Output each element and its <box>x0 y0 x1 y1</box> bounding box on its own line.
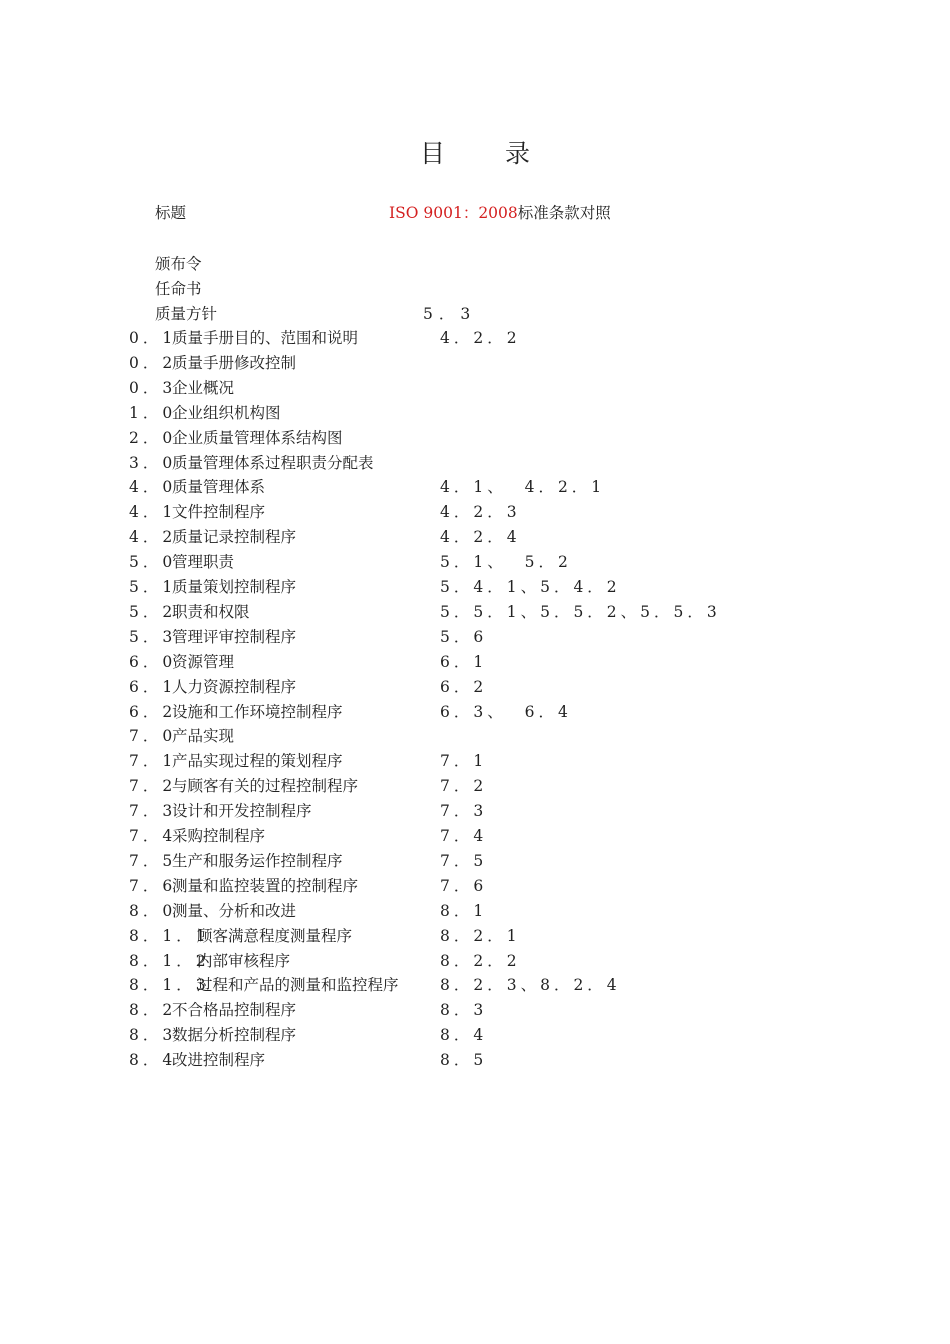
toc-clause-ref: 6．2 <box>440 677 488 696</box>
toc-row <box>0 949 950 974</box>
toc-clause-ref: 7．3 <box>440 802 488 821</box>
toc-row <box>0 998 950 1023</box>
toc-title: 测量和监控装置的控制程序 <box>172 876 359 895</box>
toc-number: 5．0 <box>129 553 177 572</box>
toc-clause-ref: 8．2．3、8．2．4 <box>440 976 621 995</box>
toc-title: 与顾客有关的过程控制程序 <box>172 777 359 796</box>
prelim-item: 颁布令 <box>155 255 202 273</box>
toc-clause-ref: 5．6 <box>440 627 488 646</box>
toc-row <box>0 774 950 799</box>
toc-row <box>0 700 950 725</box>
toc-number: 8．0 <box>129 901 177 920</box>
toc-title: 质量策划控制程序 <box>172 578 297 596</box>
toc-row <box>0 924 950 949</box>
column-header-standard <box>389 201 611 223</box>
toc-clause-ref: 8．2．2 <box>440 951 521 970</box>
toc-row <box>0 525 950 550</box>
toc-number: 0．3 <box>129 378 177 397</box>
toc-number: 7．4 <box>129 827 177 845</box>
toc-number: 7．6 <box>129 876 177 895</box>
standard-caption: 标准条款对照 <box>517 204 611 222</box>
toc-clause-ref: 6．3、 6．4 <box>440 702 572 721</box>
toc-number: 5．2 <box>129 602 177 621</box>
toc-clause-ref: 4．2．4 <box>440 528 521 547</box>
toc-number: 0．2 <box>129 353 177 372</box>
prelim-item: 质量方针 <box>155 305 218 323</box>
toc-number: 7．2 <box>129 777 177 796</box>
toc-number: 5．3 <box>129 627 177 646</box>
toc-number: 6．0 <box>129 652 177 671</box>
toc-title: 不合格品控制程序 <box>172 1001 297 1020</box>
toc-title: 产品实现 <box>172 727 235 746</box>
toc-title: 过程和产品的测量和监控程序 <box>197 976 399 995</box>
toc-number: 6．2 <box>129 702 177 721</box>
toc-title: 测量、分析和改进 <box>172 901 297 920</box>
standard-name: ISO 9001：2008 <box>389 204 518 222</box>
toc-number: 4．2 <box>129 528 177 547</box>
toc-clause-ref: 7．5 <box>440 851 488 870</box>
toc-row <box>0 625 950 650</box>
toc-row <box>0 550 950 575</box>
toc-row <box>0 799 950 824</box>
toc-title: 改进控制程序 <box>172 1051 266 1070</box>
toc-title: 顾客满意程度测量程序 <box>197 926 353 945</box>
toc-row <box>0 600 950 625</box>
toc-title: 质量记录控制程序 <box>172 528 297 547</box>
toc-clause-ref: 5．1、 5．2 <box>440 553 572 572</box>
toc-clause-ref: 7．2 <box>440 777 488 796</box>
toc-number: 8．2 <box>129 1001 177 1020</box>
toc-row <box>0 1048 950 1073</box>
column-header-title: 标题 <box>155 204 187 222</box>
toc-row <box>0 401 950 426</box>
toc-clause-ref: 8．5 <box>440 1051 488 1070</box>
toc-clause-ref: 4．2．2 <box>440 329 521 347</box>
toc-row <box>0 874 950 899</box>
toc-row <box>0 824 950 849</box>
toc-number: 2．0 <box>129 428 177 447</box>
toc-clause-ref: 4．1、 4．2．1 <box>440 478 606 497</box>
toc-row <box>0 475 950 500</box>
toc-number: 8．1．2 <box>129 951 210 970</box>
toc-title: 企业组织机构图 <box>172 403 281 422</box>
prelim-clause-ref: 5．3 <box>423 305 477 323</box>
toc-number: 7．0 <box>129 727 177 746</box>
toc-title: 职责和权限 <box>172 602 250 621</box>
toc-clause-ref: 7．4 <box>440 827 488 845</box>
toc-row <box>0 575 950 600</box>
toc-row <box>0 376 950 401</box>
toc-number: 4．1 <box>129 503 177 522</box>
toc-number: 1．0 <box>129 403 177 422</box>
toc-title: 管理评审控制程序 <box>172 627 297 646</box>
toc-title: 质量手册目的、范围和说明 <box>172 329 359 347</box>
toc-title: 设计和开发控制程序 <box>172 802 312 821</box>
toc-row <box>0 326 950 351</box>
toc-title: 管理职责 <box>172 553 235 572</box>
toc-clause-ref: 4．2．3 <box>440 503 521 522</box>
toc-title: 数据分析控制程序 <box>172 1026 297 1045</box>
toc-title: 生产和服务运作控制程序 <box>172 851 343 870</box>
toc-row <box>0 451 950 476</box>
toc-title: 质量手册修改控制 <box>172 353 297 372</box>
toc-number: 8．1．3 <box>129 976 210 995</box>
toc-title: 质量管理体系 <box>172 478 266 497</box>
toc-clause-ref: 5．5．1、5．5．2、5．5．3 <box>440 602 721 621</box>
toc-row <box>0 351 950 376</box>
toc-row <box>0 426 950 451</box>
toc-title: 内部审核程序 <box>197 951 291 970</box>
toc-title: 企业概况 <box>172 378 235 397</box>
toc-number: 4．0 <box>129 478 177 497</box>
toc-row <box>0 724 950 749</box>
toc-number: 8．4 <box>129 1051 177 1070</box>
toc-number: 7．1 <box>129 752 177 771</box>
toc-clause-ref: 5．4．1、5．4．2 <box>440 578 621 596</box>
toc-number: 3．0 <box>129 453 177 472</box>
toc-number: 7．3 <box>129 802 177 821</box>
toc-number: 5．1 <box>129 578 177 596</box>
toc-number: 0．1 <box>129 329 177 347</box>
toc-title: 产品实现过程的策划程序 <box>172 752 343 771</box>
toc-title: 人力资源控制程序 <box>172 677 297 696</box>
toc-title: 质量管理体系过程职责分配表 <box>172 453 374 472</box>
toc-row <box>0 1023 950 1048</box>
toc-title: 设施和工作环境控制程序 <box>172 702 343 721</box>
toc-number: 8．1．1 <box>129 926 210 945</box>
toc-row <box>0 500 950 525</box>
toc-title: 资源管理 <box>172 652 235 671</box>
toc-row <box>0 849 950 874</box>
toc-title: 文件控制程序 <box>172 503 266 522</box>
toc-clause-ref: 8．1 <box>440 901 488 920</box>
toc-clause-ref: 7．1 <box>440 752 488 771</box>
toc-title: 采购控制程序 <box>172 827 266 845</box>
toc-number: 6．1 <box>129 677 177 696</box>
page-title: 目 录 <box>420 139 556 168</box>
toc-number: 8．3 <box>129 1026 177 1045</box>
toc-clause-ref: 8．3 <box>440 1001 488 1020</box>
toc-clause-ref: 8．4 <box>440 1026 488 1045</box>
toc-row <box>0 899 950 924</box>
toc-row <box>0 973 950 998</box>
toc-clause-ref: 8．2．1 <box>440 926 521 945</box>
toc-clause-ref: 6．1 <box>440 652 488 671</box>
prelim-item: 任命书 <box>155 280 202 298</box>
toc-row <box>0 749 950 774</box>
toc-row <box>0 675 950 700</box>
toc-title: 企业质量管理体系结构图 <box>172 428 343 447</box>
toc-clause-ref: 7．6 <box>440 876 488 895</box>
toc-row <box>0 650 950 675</box>
toc-number: 7．5 <box>129 851 177 870</box>
